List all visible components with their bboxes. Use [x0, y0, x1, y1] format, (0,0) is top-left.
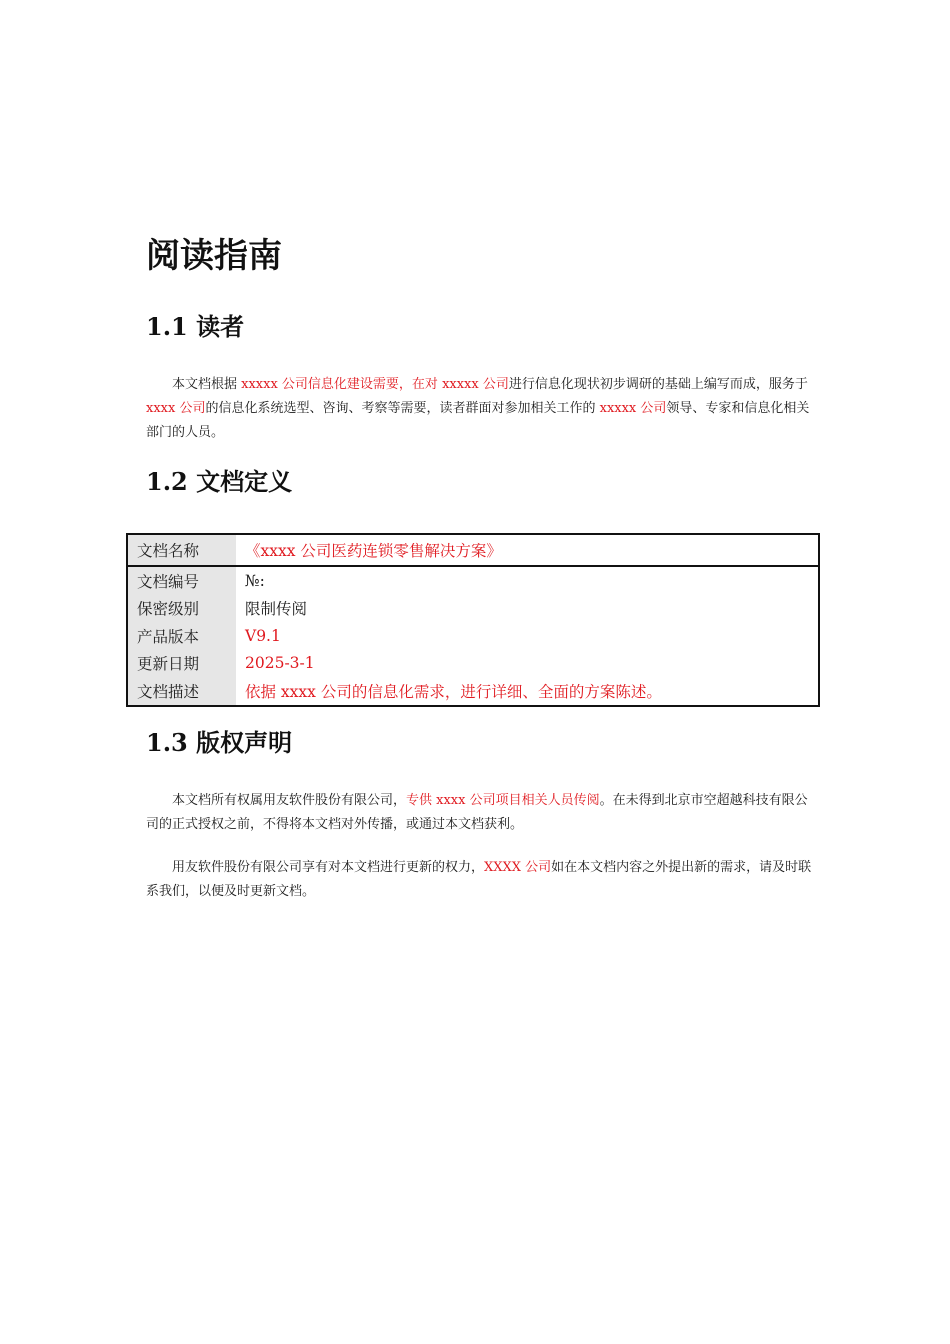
copyright-text-5: XXXX 公司: [484, 860, 552, 875]
copyright-text-4: 用友软件股份有限公司享有对本文档进行更新的权力，: [172, 860, 485, 875]
row-label: 保密级别: [128, 595, 236, 623]
section-heading-definition: 1.2 文档定义: [146, 467, 293, 496]
table-row: [128, 567, 818, 595]
table-row: [128, 595, 818, 623]
copyright-text-3: 。在未得到北京市空超越科技有限公司的正式授权之前，不得将本文档对外传播，或通过本文档获利。: [146, 793, 808, 832]
row-value: 限制传阅: [245, 600, 308, 619]
copyright-text-2: 专供 xxxx 公司项目相关人员传阅: [406, 793, 600, 808]
document-definition-table: [126, 533, 820, 707]
row-label: 产品版本: [128, 622, 236, 650]
section-heading-readers: 1.1 读者: [146, 312, 245, 341]
readers-text-1: 本文档根据: [172, 377, 242, 392]
row-label: 更新日期: [128, 650, 236, 678]
row-label: 文档编号: [128, 567, 236, 595]
page-title: 阅读指南: [146, 236, 282, 276]
readers-text-5: 的信息化系统选型、咨询、考察等需要，读者群面对参加相关工作的: [205, 401, 600, 416]
table-row: [128, 650, 818, 678]
readers-text-7: 领导、专家和信息化相关部门的人员。: [146, 401, 810, 440]
row-value: 依据 xxxx 公司的信息化需求，进行详细、全面的方案陈述。: [245, 682, 662, 701]
row-value: 《xxxx 公司医药连锁零售解决方案》: [245, 542, 502, 560]
readers-text-6: xxxxx 公司: [599, 401, 667, 416]
row-value: №:: [245, 571, 265, 590]
table-row: [128, 622, 818, 650]
copyright-paragraph-1: [146, 789, 818, 837]
section-heading-copyright: 1.3 版权声明: [146, 728, 293, 757]
readers-text-4: xxxx 公司: [146, 401, 206, 416]
copyright-text-6: 如在本文档内容之外提出新的需求，请及时联系我们，以便及时更新文档。: [146, 860, 812, 899]
table-row: [128, 535, 818, 567]
row-label: 文档名称: [128, 535, 236, 565]
copyright-paragraph-2: [146, 856, 818, 904]
row-value: V9.1: [245, 626, 281, 645]
table-row: [128, 677, 818, 705]
row-label: 文档描述: [128, 677, 236, 705]
copyright-text-1: 本文档所有权属用友软件股份有限公司，: [172, 793, 407, 808]
readers-text-3: 进行信息化现状初步调研的基础上编写而成，服务于: [508, 377, 808, 392]
readers-text-2: xxxxx 公司信息化建设需要，在对 xxxxx 公司: [241, 377, 509, 392]
readers-paragraph: [146, 373, 818, 445]
row-value: 2025-3-1: [245, 654, 315, 673]
